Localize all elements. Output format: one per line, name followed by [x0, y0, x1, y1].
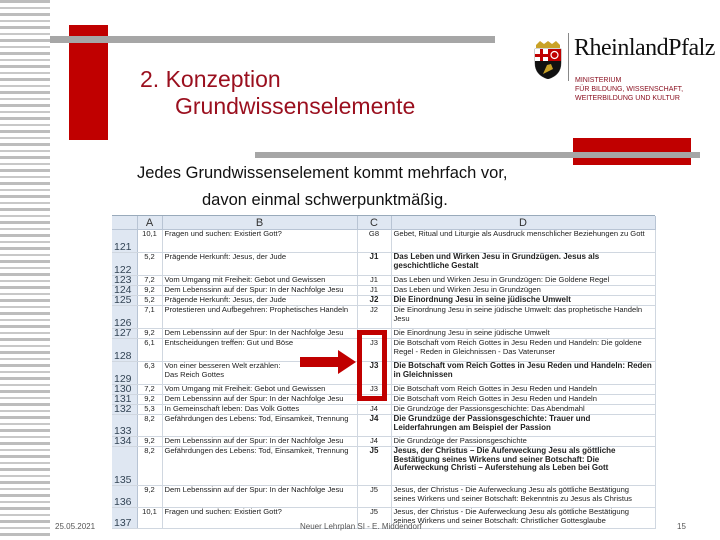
column-header-row: [112, 216, 655, 230]
ministry-logo: [530, 33, 715, 113]
cell-b[interactable]: Protestieren und Aufbegehren: Prophetisches Handeln: [162, 306, 357, 329]
red-arrow-icon: [300, 350, 358, 374]
table-row: [112, 230, 655, 253]
table-row: [112, 306, 655, 329]
row-number[interactable]: 136: [112, 486, 137, 508]
table-row: [112, 437, 655, 447]
cell-a[interactable]: 9,2: [137, 395, 162, 405]
cell-a[interactable]: 8,2: [137, 415, 162, 437]
cell-d[interactable]: Die Grundzüge der Passionsgeschichte: [391, 437, 655, 447]
cell-d[interactable]: Die Botschaft vom Reich Gottes in Jesu Reden und Handeln: Reden in Gleichnissen: [391, 362, 655, 385]
ministry-line-1: MINISTERIUM: [575, 77, 622, 84]
cell-c[interactable]: J1: [357, 276, 391, 286]
row-number[interactable]: 124: [112, 286, 137, 296]
cell-c[interactable]: J2: [357, 329, 391, 339]
cell-b[interactable]: Dem Lebenssinn auf der Spur: In der Nachfolge Jesu: [162, 329, 357, 339]
cell-c[interactable]: J4: [357, 415, 391, 437]
cell-d[interactable]: Die Einordnung Jesu in seine jüdische Umwelt: [391, 329, 655, 339]
cell-d[interactable]: Jesus, der Christus - Die Auferweckung Jesu als göttliche Bestätigung seines Wirkens und seiner Botschaft: Bekenntnis zu Jesus als Christus: [391, 486, 655, 508]
cell-d[interactable]: Gebet, Ritual und Liturgie als Ausdruck menschlicher Beziehungen zu Gott: [391, 230, 655, 253]
cell-b[interactable]: Prägende Herkunft: Jesus, der Jude: [162, 296, 357, 306]
coat-of-arms-icon: [533, 41, 563, 79]
table-row: [112, 276, 655, 286]
column-header[interactable]: B: [162, 216, 357, 230]
cell-c[interactable]: J3: [357, 362, 391, 385]
subtitle: [137, 160, 508, 214]
cell-d[interactable]: Die Botschaft vom Reich Gottes in Jesu Reden und Handeln: Die goldene Regel - Reden in Gleichnissen - Das Vaterunser: [391, 339, 655, 362]
table-row: [112, 447, 655, 486]
cell-a[interactable]: 6,1: [137, 339, 162, 362]
row-number[interactable]: 133: [112, 415, 137, 437]
cell-b[interactable]: Dem Lebenssinn auf der Spur: In der Nachfolge Jesu: [162, 395, 357, 405]
cell-d[interactable]: Jesus, der Christus - Die Auferweckung Jesu als göttliche Bestätigung seines Wirkens und seiner Botschaft: Christlicher Gottesglaube: [391, 508, 655, 529]
subtitle-line-2: davon einmal schwerpunktmäßig.: [202, 191, 448, 209]
cell-a[interactable]: 10,1: [137, 230, 162, 253]
cell-b[interactable]: Entscheidungen treffen: Gut und Böse: [162, 339, 357, 362]
cell-c[interactable]: G8: [357, 230, 391, 253]
row-number[interactable]: 123: [112, 276, 137, 286]
row-number[interactable]: 125: [112, 296, 137, 306]
logo-divider: [568, 33, 569, 81]
cell-a[interactable]: 7,1: [137, 306, 162, 329]
cell-a[interactable]: 9,2: [137, 437, 162, 447]
cell-d[interactable]: Jesus, der Christus – Die Auferweckung Jesu als göttliche Bestätigung seines Wirkens und seiner Botschaft: Die Auferweckung Christi – Auferstehung als Leben bei Gott: [391, 447, 655, 486]
subtitle-line-1: Jedes Grundwissenselement kommt mehrfach vor,: [137, 164, 508, 182]
column-header[interactable]: D: [391, 216, 655, 230]
ministry-name: [575, 76, 683, 103]
cell-d[interactable]: Das Leben und Wirken Jesu in Grundzügen. Jesus als geschichtliche Gestalt: [391, 253, 655, 276]
cell-b[interactable]: Prägende Herkunft: Jesus, der Jude: [162, 253, 357, 276]
cell-a[interactable]: 5,3: [137, 405, 162, 415]
title-line-2: Grundwissenselemente: [175, 93, 416, 119]
cell-c[interactable]: J3: [357, 339, 391, 362]
cell-c[interactable]: J4: [357, 405, 391, 415]
table-row: [112, 405, 655, 415]
cell-b[interactable]: Fragen und suchen: Existiert Gott?: [162, 508, 357, 529]
row-number[interactable]: 135: [112, 447, 137, 486]
column-header[interactable]: A: [137, 216, 162, 230]
row-number[interactable]: 129: [112, 362, 137, 385]
cell-d[interactable]: Das Leben und Wirken Jesu in Grundzügen: Die Goldene Regel: [391, 276, 655, 286]
cell-c[interactable]: J1: [357, 286, 391, 296]
cell-b[interactable]: Fragen und suchen: Existiert Gott?: [162, 230, 357, 253]
title-line-1: 2. Konzeption: [140, 66, 281, 92]
cell-c[interactable]: J3: [357, 385, 391, 395]
cell-b[interactable]: Dem Lebenssinn auf der Spur: In der Nachfolge Jesu: [162, 286, 357, 296]
column-header[interactable]: [112, 216, 137, 230]
cell-d[interactable]: Die Einordnung Jesu in seine jüdische Umwelt: [391, 296, 655, 306]
highlight-box: [357, 330, 387, 401]
table-row: [112, 296, 655, 306]
cell-c[interactable]: J2: [357, 306, 391, 329]
cell-a[interactable]: 7,2: [137, 385, 162, 395]
row-number[interactable]: 128: [112, 339, 137, 362]
cell-b[interactable]: Gefährdungen des Lebens: Tod, Einsamkeit, Trennung: [162, 415, 357, 437]
row-number[interactable]: 122: [112, 253, 137, 276]
cell-d[interactable]: Die Grundzüge der Passionsgeschichte: Das Abendmahl: [391, 405, 655, 415]
cell-a[interactable]: 9,2: [137, 486, 162, 508]
cell-a[interactable]: 10,1: [137, 508, 162, 529]
row-number[interactable]: 134: [112, 437, 137, 447]
footer-center: Neuer Lehrplan SI - E. Middendorf: [300, 522, 422, 531]
row-number[interactable]: 137: [112, 508, 137, 529]
ministry-line-2: FÜR BILDUNG, WISSENSCHAFT,: [575, 86, 684, 93]
cell-c[interactable]: J3: [357, 395, 391, 405]
cell-b[interactable]: In Gemeinschaft leben: Das Volk Gottes: [162, 405, 357, 415]
cell-a[interactable]: 9,2: [137, 286, 162, 296]
cell-b[interactable]: Vom Umgang mit Freiheit: Gebot und Gewissen: [162, 385, 357, 395]
ministry-line-3: WEITERBILDUNG UND KULTUR: [575, 95, 680, 102]
cell-b[interactable]: Dem Lebenssinn auf der Spur: In der Nachfolge Jesu: [162, 437, 357, 447]
logo-wordmark: RheinlandPfalz: [574, 35, 715, 61]
slide-title: [140, 66, 415, 120]
row-number[interactable]: 131: [112, 395, 137, 405]
table-row: [112, 253, 655, 276]
cell-c[interactable]: J2: [357, 296, 391, 306]
cell-b[interactable]: Vom Umgang mit Freiheit: Gebot und Gewissen: [162, 276, 357, 286]
cell-a[interactable]: 5,2: [137, 296, 162, 306]
table-row: [112, 486, 655, 508]
row-number[interactable]: 121: [112, 230, 137, 253]
gray-divider-bar-2: [255, 152, 700, 158]
cell-d[interactable]: Die Einordnung Jesu in seine jüdische Umwelt: das prophetische Handeln Jesu: [391, 306, 655, 329]
table-row: [112, 286, 655, 296]
cell-d[interactable]: Die Botschaft vom Reich Gottes in Jesu Reden und Handeln: [391, 385, 655, 395]
row-number[interactable]: 132: [112, 405, 137, 415]
cell-a[interactable]: 8,2: [137, 447, 162, 486]
cell-a[interactable]: 5,2: [137, 253, 162, 276]
cell-d[interactable]: Das Leben und Wirken Jesu in Grundzügen: [391, 286, 655, 296]
cell-c[interactable]: J5: [357, 486, 391, 508]
cell-d[interactable]: Die Botschaft vom Reich Gottes in Jesu Reden und Handeln: [391, 395, 655, 405]
column-header[interactable]: C: [357, 216, 391, 230]
cell-a[interactable]: 9,2: [137, 329, 162, 339]
cell-b[interactable]: Dem Lebenssinn auf der Spur: In der Nachfolge Jesu: [162, 486, 357, 508]
footer-date: 25.05.2021: [55, 522, 96, 531]
cell-b[interactable]: Gefährdungen des Lebens: Tod, Einsamkeit, Trennung: [162, 447, 357, 486]
footer-page-number: 15: [677, 522, 686, 531]
decorative-stripes: [0, 0, 50, 540]
row-number[interactable]: 126: [112, 306, 137, 329]
cell-c[interactable]: J4: [357, 437, 391, 447]
cell-c[interactable]: J1: [357, 253, 391, 276]
gray-divider-bar: [50, 36, 495, 43]
cell-c[interactable]: J5: [357, 447, 391, 486]
cell-d[interactable]: Die Grundzüge der Passionsgeschichte: Trauer und Leiderfahrungen am Beispiel der Passion: [391, 415, 655, 437]
cell-c[interactable]: J5: [357, 508, 391, 529]
row-number[interactable]: 127: [112, 329, 137, 339]
cell-a[interactable]: 6,3: [137, 362, 162, 385]
cell-b[interactable]: Von einer besseren Welt erzählen: Das Reich Gottes: [162, 362, 357, 385]
table-row: [112, 415, 655, 437]
row-number[interactable]: 130: [112, 385, 137, 395]
cell-a[interactable]: 7,2: [137, 276, 162, 286]
